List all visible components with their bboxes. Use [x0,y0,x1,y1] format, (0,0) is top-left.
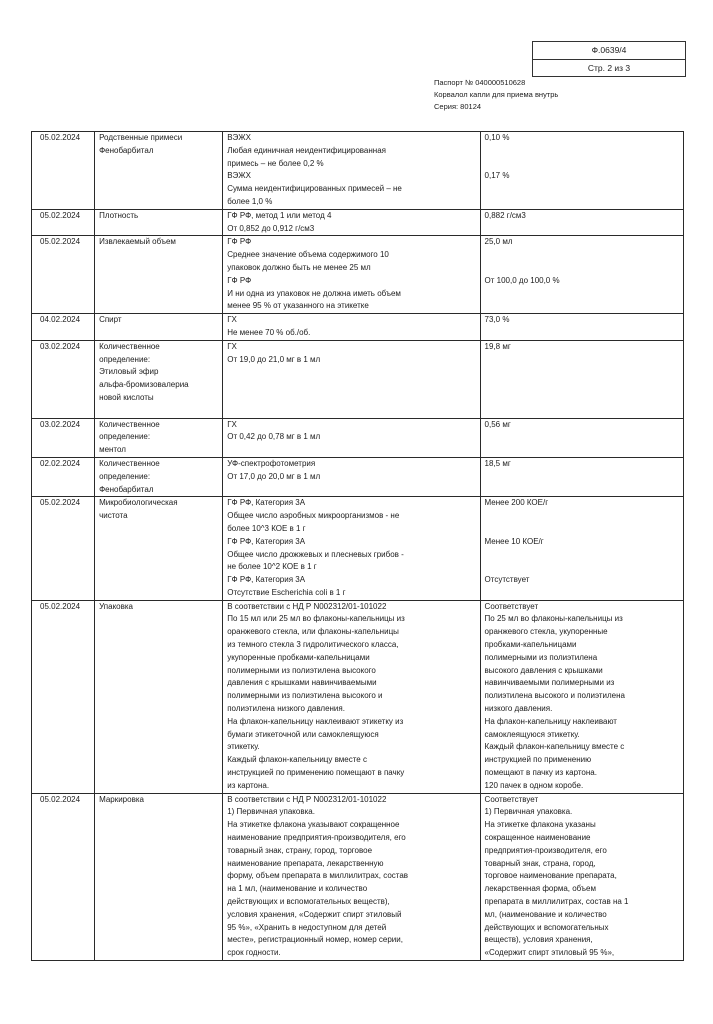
test-method-norm-line: полимерными из полиэтилена высокого и [227,691,383,701]
test-result-line: самоклеящуюся этикетку. [484,729,580,739]
form-code-box [532,41,686,77]
test-method-norm [223,314,480,341]
test-name-line: Родственные примеси [99,133,183,142]
test-method-norm-line: ВЭЖХ [227,133,251,142]
test-method-norm-line: не более 10^2 КОЕ в 1 г [227,562,317,572]
table-row [32,132,684,210]
test-method-norm-line: полимерными из полиэтилена высокого [227,665,376,675]
test-method-norm-line: укупоренные пробками-капельницами [227,652,370,662]
test-method-norm-line: В соответствии с НД Р N002312/01-101022 [227,601,387,611]
test-method-norm-line: ВЭЖХ [227,171,251,181]
test-method-norm-line: менее 95 % от указанного на этикетке [227,301,369,311]
series-number: Серия: 80124 [434,102,482,111]
passport-number: Паспорт № 040000510628 [434,78,526,87]
test-method-norm-line: более 10^3 КОЕ в 1 г [227,523,306,533]
test-result-line: полимерными из полиэтилена [484,652,598,662]
test-method-norm-line: На флакон-капельницу наклеивают этикетку из [227,716,404,726]
test-name [95,132,223,210]
test-method-norm-line: ГФ РФ [227,237,252,247]
test-name [95,600,223,793]
test-result-line [485,145,679,158]
form-code: Ф.0639/4 [591,45,627,55]
test-result-line: Менее 200 КОЕ/г [484,498,549,508]
test-date: 03.02.2024 [32,340,95,418]
test-method-norm-line: От 17,0 до 20,0 мг в 1 мл [227,471,321,481]
test-name [95,314,223,341]
test-result-line: 0,882 г/см3 [484,210,526,220]
test-method-norm-line: Отсутствие Escherichia coli в 1 г [227,587,346,597]
spacer [99,405,218,418]
test-result [480,314,683,341]
test-method-norm-line: От 0,42 до 0,78 мг в 1 мл [227,432,321,442]
test-method-norm-line: ГФ РФ, Категория 3А [227,575,306,585]
test-name-line: Маркировка [99,794,144,804]
test-method-norm-line: В соответствии с НД Р N002312/01-101022 [227,794,387,804]
test-result-line: Каждый флакон-капельницу вместе с [484,742,625,752]
test-method-norm-line: Любая единичная неидентифицированная [227,145,386,155]
test-method-norm-line: этикетку. [227,742,260,752]
test-result [480,793,683,960]
test-result-line [485,561,679,574]
test-name-line: Фенобарбитал [99,145,154,155]
table-row [32,236,684,314]
test-date: 05.02.2024 [32,600,95,793]
table-row [32,497,684,600]
test-result-line: товарный знак, страна, город, [484,858,596,868]
test-method-norm-line: УФ-спектрофотометрия [227,458,316,468]
test-method-norm [223,132,480,210]
test-method-norm-line: действующих и вспомогательных веществ), [227,897,390,907]
test-result-line: пробками-капельницами [484,640,577,650]
test-method-norm-line: из темного стекла 3 гидролитического класса, [227,640,399,650]
test-method-norm-line: инструкцией по применению помещают в пачку [227,768,405,778]
test-method-norm-line: наименование препарата, лекарственную [227,858,384,868]
test-date: 05.02.2024 [32,236,95,314]
test-method-norm-line: месте», регистрационный номер, номер серии, [227,935,403,945]
test-method-norm-line: упаковок должно быть не менее 25 мл [227,262,371,272]
test-result-line: 0,10 % [484,133,510,142]
test-name [95,209,223,236]
test-result-line: лекарственная форма, объем [484,884,596,894]
test-result [480,132,683,210]
test-result-line: 0,17 % [484,171,510,181]
table-row [32,793,684,960]
test-method-norm [223,418,480,457]
test-method-norm-line: ГФ РФ, Категория 3А [227,498,306,508]
test-result-line: препарата в миллилитрах, состав на 1 [484,897,629,907]
test-method-norm-line: из картона. [227,780,270,790]
page-number: Стр. 2 из 3 [533,59,685,77]
test-name [95,497,223,600]
test-method-norm [223,793,480,960]
test-result-line: навинчиваемыми полимерными из [484,678,615,688]
test-method-norm-line: По 15 мл или 25 мл во флаконы-капельницы из [227,614,405,624]
test-result-line: 0,56 мг [484,419,511,429]
test-result-line: действующих и вспомогательных [484,922,609,932]
test-method-norm-line: оранжевого стекла, или флаконы-капельницы [227,627,399,637]
test-name-line: Этиловый эфир [99,367,159,377]
test-result [480,418,683,457]
test-method-norm-line: ГФ РФ, метод 1 или метод 4 [227,210,332,220]
test-method-norm [223,497,480,600]
passport-meta [434,77,558,113]
test-method-norm-line: От 0,852 до 0,912 г/см3 [227,223,315,233]
test-method-norm-line: ГХ [227,419,237,429]
test-result-line: 25,0 мл [484,237,513,247]
test-result [480,497,683,600]
test-result-line [485,262,679,275]
test-method-norm-line: И ни одна из упаковок не должна иметь объем [227,288,401,298]
test-date: 05.02.2024 [32,209,95,236]
test-name-line: альфа-бромизовалериа [99,380,189,390]
test-method-norm-line: 95 %», «Хранить в недоступном для детей [227,922,387,932]
test-method-norm [223,600,480,793]
test-name-line: Фенобарбитал [99,484,154,494]
test-result-line: Менее 10 КОЕ/г [484,536,544,546]
table-row [32,418,684,457]
test-method-norm-line: Общее число аэробных микроорганизмов - не [227,511,400,521]
test-method-norm-line: условия хранения, «Содержит спирт этиловый [227,909,402,919]
test-result-line: Соответствует [484,601,539,611]
test-result [480,600,683,793]
test-method-norm-line: более 1,0 % [227,196,273,206]
test-result-line [485,523,679,536]
test-method-norm-line: 1) Первичная упаковка. [227,807,315,817]
test-date: 02.02.2024 [32,457,95,496]
test-result-line: «Содержит спирт этиловый 95 %», [484,948,615,958]
test-method-norm-line: ГХ [227,315,237,325]
test-name-line: ментол [99,445,126,455]
test-result-line: 1) Первичная упаковка. [484,807,573,817]
test-name-line: новой кислоты [99,392,154,402]
test-result-line: 73,0 % [484,315,510,325]
test-result-line: 18,5 мг [484,458,511,468]
test-result [480,340,683,418]
test-method-norm-line: На этикетке флакона указывают сокращенное [227,820,400,830]
test-result-line: предприятия-производителя, его [484,845,607,855]
test-result-line: На этикетке флакона указаны [484,820,596,830]
test-name-line: определение: [99,354,151,364]
test-method-norm-line: Каждый флакон-капельницу вместе с [227,755,367,765]
test-method-norm [223,209,480,236]
test-result-line: сокращенное наименование [484,833,591,843]
test-name-line: Количественное [99,341,160,351]
test-method-norm-line: давления с крышками навинчиваемыми [227,678,377,688]
test-method-norm-line: Сумма неидентифицированных примесей – не [227,184,402,194]
table-row [32,314,684,341]
test-name [95,418,223,457]
test-method-norm-line: на 1 мл, (наименование и количество [227,884,368,894]
product-name: Корвалол капли для приема внутрь [434,90,559,99]
test-method-norm-line: форму, объем препарата в миллилитрах, состав [227,871,409,881]
test-method-norm-line: Среднее значение объема содержимого 10 [227,250,389,260]
test-result-line [485,158,679,171]
test-date: 03.02.2024 [32,418,95,457]
analysis-table [31,131,684,961]
table-row [32,457,684,496]
test-date: 05.02.2024 [32,793,95,960]
table-row [32,340,684,418]
test-name-line: Плотность [99,210,139,220]
test-result-line: помещают в пачку из картона. [484,768,597,778]
test-method-norm-line: ГХ [227,341,237,351]
test-name [95,236,223,314]
test-method-norm-line: товарный знак, страну, город, торговое [227,845,373,855]
test-method-norm [223,236,480,314]
test-date: 05.02.2024 [32,497,95,600]
test-method-norm [223,340,480,418]
test-name-line: определение: [99,432,151,442]
test-name-line: чистота [99,511,128,521]
test-name-line: Упаковка [99,601,133,611]
test-name-line: Извлекаемый объем [99,237,176,247]
test-result-line: веществ), условия хранения, [484,935,593,945]
test-result [480,236,683,314]
test-result-line: полиэтилена высокого и полиэтилена [484,691,625,701]
test-name-line: Количественное [99,458,160,468]
test-result-line: От 100,0 до 100,0 % [484,275,560,285]
test-result-line: высокого давления с крышками [484,665,603,675]
test-result-line [485,510,679,523]
test-method-norm [223,457,480,496]
test-result-line: мл, (наименование и количество [484,909,607,919]
table-row [32,209,684,236]
test-name [95,340,223,418]
test-result-line: На флакон-капельницу наклеивают [484,716,617,726]
test-result-line [485,249,679,262]
test-method-norm-line: наименование предприятия-производителя, его [227,833,406,843]
test-result-line: Соответствует [484,794,539,804]
test-method-norm-line: ГФ РФ [227,275,252,285]
test-result-line [485,549,679,562]
test-name-line: Микробиологическая [99,498,178,508]
test-method-norm-line: Общее число дрожжевых и плесневых грибов - [227,549,404,559]
test-result-line: низкого давления. [484,704,553,714]
test-method-norm-line: примесь – не более 0,2 % [227,158,324,168]
test-name-line: определение: [99,471,151,481]
test-result-line: оранжевого стекла, укупоренные [484,627,608,637]
test-result [480,457,683,496]
test-method-norm-line: полиэтилена низкого давления. [227,704,345,714]
table-row [32,600,684,793]
test-method-norm-line: Не менее 70 % об./об. [227,327,311,337]
test-method-norm-line: бумаги этикеточной или самоклеящуюся [227,729,379,739]
test-result-line: инструкцией по применению [484,755,592,765]
test-date: 05.02.2024 [32,132,95,210]
test-result [480,209,683,236]
test-date: 04.02.2024 [32,314,95,341]
test-result-line: Отсутствует [484,575,530,585]
test-name-line: Количественное [99,419,160,429]
test-method-norm-line: срок годности. [227,948,281,958]
test-result-line: торговое наименование препарата, [484,871,617,881]
test-method-norm-line: От 19,0 до 21,0 мг в 1 мл [227,354,321,364]
test-name-line: Спирт [99,315,122,325]
test-result-line: По 25 мл во флаконы-капельницы из [484,614,623,624]
test-name [95,793,223,960]
test-result-line: 120 пачек в одном коробе. [484,780,584,790]
test-method-norm-line: ГФ РФ, Категория 3А [227,536,306,546]
test-result-line: 19,8 мг [484,341,511,351]
test-name [95,457,223,496]
